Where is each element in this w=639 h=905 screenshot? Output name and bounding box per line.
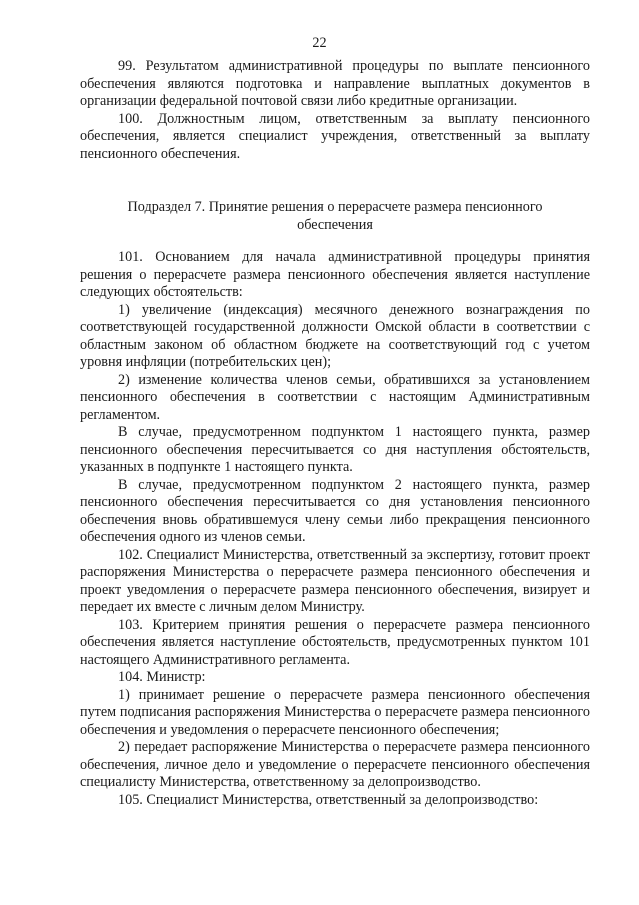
paragraph-104-item-1: 1) принимает решение о перерасчете размера пенсионного обеспечения путем подписания распоряжения Министерства о перерасчете размера пенсионного обеспечения и уведомления о перерасчете пенсионного обеспечения;: [80, 686, 590, 738]
paragraph-101-item-2: 2) изменение количества членов семьи, обратившихся за установлением пенсионного обеспечения в соответствии с настоящим Административным регламентом.: [80, 371, 590, 423]
paragraph-102: 102. Специалист Министерства, ответственный за экспертизу, готовит проект распоряжения Министерства о перерасчете размера пенсионного обеспечения и проект уведомления о перерасчете размера пенсионного обеспечения, визирует и передает их вместе с личным делом Министру.: [80, 546, 590, 615]
section-heading-line-1: Подраздел 7. Принятие решения о перерасчете размера пенсионного: [127, 199, 543, 215]
paragraph-105: 105. Специалист Министерства, ответственный за делопроизводство:: [118, 791, 539, 808]
paragraph-104-item-2: 2) передает распоряжение Министерства о перерасчете размера пенсионного обеспечения, личное дело и уведомление о перерасчете пенсионного обеспечения специалисту Министерства, ответственному за делопроизводство.: [80, 739, 590, 790]
paragraph-101-case-1: В случае, предусмотренном подпунктом 1 настоящего пункта, размер пенсионного обеспечения пересчитывается со дня наступления обстоятельств, указанных в подпункте 1 настоящего пункта.: [80, 424, 590, 475]
section-body: [80, 249, 590, 809]
section-heading-line-2: обеспечения: [297, 216, 373, 233]
paragraph-104: 104. Министр:: [118, 669, 206, 685]
paragraph-101-item-1: 1) увеличение (индексация) месячного денежного вознаграждения по соответствующей государственной должности Омской области в соответствии с областным законом об областном бюджете на соответствующий год с учетом уровня инфляции (потребительских цен);: [80, 301, 590, 370]
section-heading: [80, 199, 590, 234]
paragraph-101-case-2: В случае, предусмотренном подпунктом 2 настоящего пункта, размер пенсионного обеспечения пересчитывается со дня установления пенсионного обеспечения вновь обратившемуся члену семьи либо прекращения пенсионного обеспечения одного из членов семьи.: [80, 476, 590, 545]
paragraph-100: 100. Должностным лицом, ответственным за выплату пенсионного обеспечения, является специалист учреждения, ответственный за выплату пенсионного обеспечения.: [80, 110, 590, 162]
paragraph-99: 99. Результатом административной процедуры по выплате пенсионного обеспечения являются подготовка и направление выплатных документов в организации федеральной почтовой связи либо кредитные организации.: [80, 58, 590, 109]
top-paragraphs: [80, 58, 590, 163]
page-number: 22: [312, 35, 327, 51]
paragraph-101: 101. Основанием для начала административной процедуры принятия решения о перерасчете размера пенсионного обеспечения является наступление следующих обстоятельств:: [80, 249, 590, 300]
paragraph-103: 103. Критерием принятия решения о перерасчете размера пенсионного обеспечения является наступление обстоятельств, предусмотренных пунктом 101 настоящего Административного регламента.: [80, 616, 590, 668]
